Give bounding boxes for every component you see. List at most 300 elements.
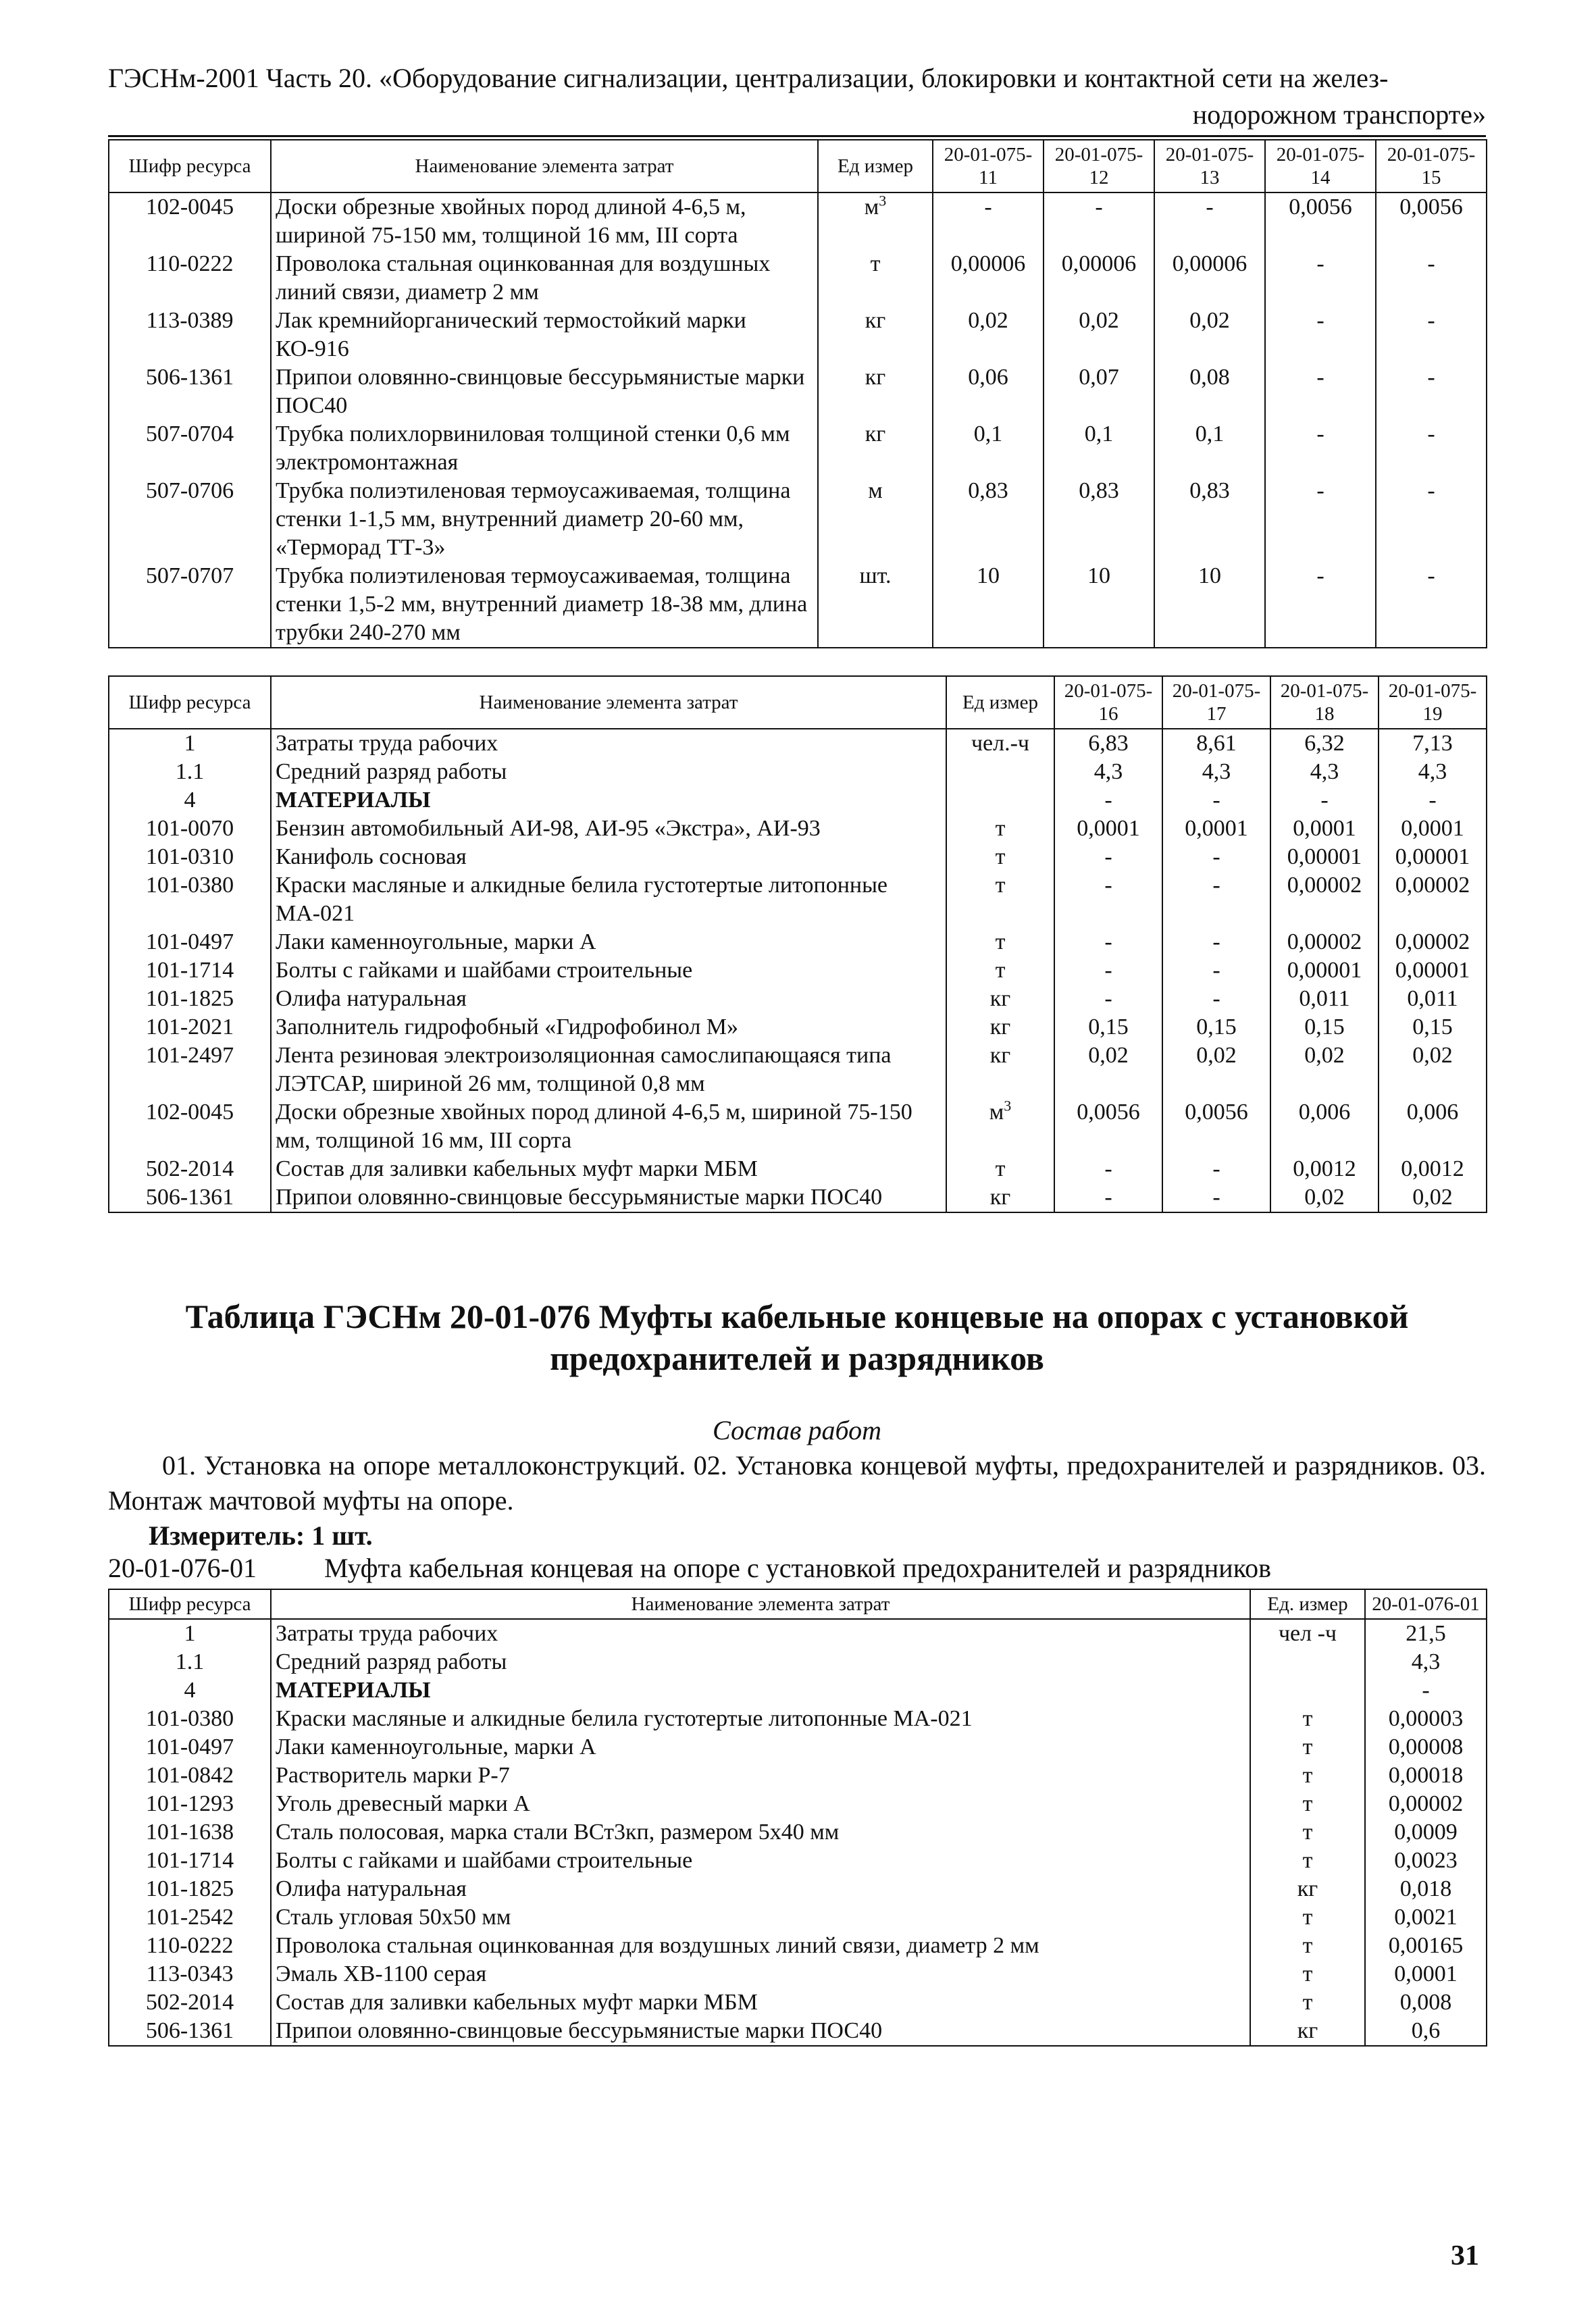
resource-unit (1250, 1875, 1365, 1903)
header-line-2: нодорожном транспорте» (1192, 99, 1486, 130)
header-rule (108, 135, 1486, 137)
norm-value: 4,3 (1365, 1648, 1487, 1676)
unit-text: т (1302, 1933, 1313, 1958)
works-subtitle: Состав работ (713, 1415, 881, 1445)
resource-name: Припои оловянно-свинцовые бессурьмянистые марки ПОС40 (271, 2017, 1250, 2046)
resource-unit (946, 956, 1054, 985)
unit-superscript: 3 (1004, 1097, 1012, 1114)
resource-name: Припои оловянно-свинцовые бессурьмянистые марки ПОС40 (271, 1183, 946, 1212)
norm-value: - (1376, 477, 1487, 562)
norm-value: 0,00008 (1365, 1733, 1487, 1762)
col-header-code: Шифр ресурса (109, 676, 271, 729)
norm-value: 10 (933, 562, 1044, 648)
table-row (109, 1790, 1487, 1818)
resource-code: 101-0497 (109, 928, 271, 956)
resource-code: 1.1 (109, 758, 271, 786)
table-row (109, 729, 1487, 758)
resource-name: Сталь угловая 50х50 мм (271, 1903, 1250, 1932)
resource-unit (1250, 1619, 1365, 1648)
norm-value: - (1054, 985, 1162, 1013)
col-header-norm: 20-01-075-18 (1270, 676, 1379, 729)
norm-value: - (1162, 871, 1270, 928)
resource-name: Состав для заливки кабельных муфт марки МБМ (271, 1988, 1250, 2017)
resource-unit (946, 1183, 1054, 1212)
header-line-1: ГЭСНм-2001 Часть 20. «Оборудование сигнализации, централизации, блокировки и контактной сети на желез- (108, 63, 1389, 93)
norm-value: - (1265, 250, 1376, 307)
table-row (109, 1960, 1487, 1988)
table-row (109, 1847, 1487, 1875)
resource-table-075-16-19 (108, 675, 1487, 1213)
unit-text: кг (989, 986, 1011, 1011)
resource-name: Затраты труда рабочих (271, 729, 946, 758)
resource-name: Болты с гайками и шайбами строительные (271, 1847, 1250, 1875)
resource-name: Лента резиновая электроизоляционная самослипающаяся типа ЛЭТСАР, шириной 26 мм, толщиной 0,8 мм (271, 1042, 946, 1098)
table-row (109, 363, 1487, 420)
resource-code: 507-0707 (109, 562, 271, 648)
unit-text: кг (989, 1043, 1011, 1068)
norm-value: 6,32 (1270, 729, 1379, 758)
unit-text: т (995, 816, 1006, 841)
resource-code: 101-0070 (109, 815, 271, 843)
norm-value: 0,006 (1270, 1098, 1379, 1155)
resource-name: Лаки каменноугольные, марки А (271, 928, 946, 956)
table-row (109, 192, 1487, 250)
resource-table-075-11-15 (108, 139, 1487, 648)
resource-unit (1250, 1903, 1365, 1932)
resource-unit (818, 363, 933, 420)
resource-code: 101-2497 (109, 1042, 271, 1098)
resource-unit (946, 1013, 1054, 1042)
norm-value: 0,00001 (1379, 956, 1487, 985)
table-row (109, 562, 1487, 648)
unit-text: т (870, 251, 881, 276)
table-row (109, 420, 1487, 477)
table-row (109, 1676, 1487, 1705)
resource-code: 502-2014 (109, 1155, 271, 1183)
norm-value: 0,0001 (1162, 815, 1270, 843)
resource-unit (1250, 1818, 1365, 1847)
unit-text: т (1302, 1734, 1313, 1759)
table-row (109, 1183, 1487, 1212)
norm-value: 0,00001 (1379, 843, 1487, 871)
resource-unit (1250, 2017, 1365, 2046)
resource-code: 506-1361 (109, 2017, 271, 2046)
resource-unit (1250, 1648, 1365, 1676)
resource-code: 101-0380 (109, 1705, 271, 1733)
resource-unit (818, 192, 933, 250)
norm-value: 0,83 (933, 477, 1044, 562)
col-header-norm: 20-01-075-12 (1044, 140, 1154, 192)
resource-name: МАТЕРИАЛЫ (271, 786, 946, 815)
resource-name: Растворитель марки Р-7 (271, 1762, 1250, 1790)
resource-unit (818, 562, 933, 648)
resource-unit (946, 1042, 1054, 1098)
norm-value: 0,00002 (1270, 871, 1379, 928)
resource-unit (1250, 1960, 1365, 1988)
resource-code: 507-0704 (109, 420, 271, 477)
norm-value: - (1265, 420, 1376, 477)
table-row (109, 477, 1487, 562)
resource-code: 101-1825 (109, 985, 271, 1013)
unit-text: кг (1297, 1876, 1318, 1901)
norm-value: 0,08 (1154, 363, 1265, 420)
unit-text: чел.-ч (971, 731, 1030, 756)
norm-value: 0,0021 (1365, 1903, 1487, 1932)
resource-name: Проволока стальная оцинкованная для воздушных линий связи, диаметр 2 мм (271, 1932, 1250, 1960)
resource-unit (818, 250, 933, 307)
norm-value: 0,6 (1365, 2017, 1487, 2046)
resource-code: 1.1 (109, 1648, 271, 1676)
norm-value: - (1270, 786, 1379, 815)
col-header-norm: 20-01-075-17 (1162, 676, 1270, 729)
resource-name: Средний разряд работы (271, 1648, 1250, 1676)
table-row (109, 928, 1487, 956)
norm-value: 0,0009 (1365, 1818, 1487, 1847)
norm-value: 0,00006 (1154, 250, 1265, 307)
norm-value: 0,0001 (1365, 1960, 1487, 1988)
table-row (109, 1042, 1487, 1098)
norm-value: 0,0056 (1376, 192, 1487, 250)
norm-value: 0,00006 (933, 250, 1044, 307)
resource-code: 1 (109, 1619, 271, 1648)
norm-value: - (1054, 871, 1162, 928)
unit-text: т (995, 873, 1006, 898)
norm-value: 0,02 (1379, 1042, 1487, 1098)
resource-unit (946, 815, 1054, 843)
norm-value: 0,00002 (1270, 928, 1379, 956)
resource-name: Трубка полиэтиленовая термоусаживаемая, толщина стенки 1-1,5 мм, внутренний диаметр 20-60 мм, «Терморад ТТ-3» (271, 477, 818, 562)
table-row (109, 1705, 1487, 1733)
unit-text: кг (865, 421, 886, 446)
norm-value: 0,06 (933, 363, 1044, 420)
norm-value: - (1054, 1183, 1162, 1212)
resource-code: 507-0706 (109, 477, 271, 562)
norm-value: 0,00003 (1365, 1705, 1487, 1733)
resource-code: 102-0045 (109, 192, 271, 250)
resource-code: 101-0497 (109, 1733, 271, 1762)
col-header-name: Наименование элемента затрат (271, 676, 946, 729)
resource-unit (818, 420, 933, 477)
table-076-title: Таблица ГЭСНм 20-01-076 Муфты кабельные концевые на опорах с установкой предохранителей и разрядников (185, 1297, 1409, 1377)
norm-value: - (1365, 1676, 1487, 1705)
col-header-norm: 20-01-075-15 (1376, 140, 1487, 192)
unit-text: чел -ч (1278, 1621, 1337, 1646)
table-row (109, 815, 1487, 843)
norm-value: - (1265, 562, 1376, 648)
unit-text: т (1302, 1820, 1313, 1845)
resource-name: Заполнитель гидрофобный «Гидрофобинол М» (271, 1013, 946, 1042)
resource-code: 101-2021 (109, 1013, 271, 1042)
table-row (109, 1762, 1487, 1790)
unit-text: т (1302, 1961, 1313, 1986)
norm-value: - (1162, 985, 1270, 1013)
resource-name: МАТЕРИАЛЫ (271, 1676, 1250, 1705)
norm-value: 0,83 (1154, 477, 1265, 562)
resource-unit (946, 843, 1054, 871)
norm-value: - (1376, 420, 1487, 477)
resource-table-076-01 (108, 1589, 1487, 2047)
resource-unit (1250, 1733, 1365, 1762)
table-row (109, 1155, 1487, 1183)
resource-unit (1250, 1676, 1365, 1705)
resource-name: Бензин автомобильный АИ-98, АИ-95 «Экстра», АИ-93 (271, 815, 946, 843)
resource-code: 101-1638 (109, 1818, 271, 1847)
norm-value: - (1265, 363, 1376, 420)
resource-unit (818, 307, 933, 363)
norm-line (108, 1552, 1271, 1585)
norm-value: 0,011 (1379, 985, 1487, 1013)
works-composition: 01. Установка на опоре металлоконструкций. 02. Установка концевой муфты, предохранителей и разрядников. 03. Монтаж мачтовой муфты на опоре. (108, 1450, 1486, 1516)
resource-code: 110-0222 (109, 1932, 271, 1960)
norm-value: 0,006 (1379, 1098, 1487, 1155)
col-header-norm: 20-01-075-16 (1054, 676, 1162, 729)
norm-value: 0,00002 (1365, 1790, 1487, 1818)
col-header-norm: 20-01-075-14 (1265, 140, 1376, 192)
col-header-name: Наименование элемента затрат (271, 140, 818, 192)
unit-text: т (995, 958, 1006, 983)
norm-value: 4,3 (1379, 758, 1487, 786)
resource-name: Трубка полиэтиленовая термоусаживаемая, толщина стенки 1,5-2 мм, внутренний диаметр 18-38 мм, длина трубки 240-270 мм (271, 562, 818, 648)
resource-name: Средний разряд работы (271, 758, 946, 786)
resource-code: 4 (109, 1676, 271, 1705)
unit-text: кг (865, 365, 886, 390)
table-row (109, 1619, 1487, 1648)
norm-value: 0,02 (1270, 1183, 1379, 1212)
col-header-unit: Ед измер (946, 676, 1054, 729)
table-row (109, 1733, 1487, 1762)
norm-value: 0,0023 (1365, 1847, 1487, 1875)
resource-unit (1250, 1988, 1365, 2017)
resource-unit (1250, 1790, 1365, 1818)
resource-code: 101-1714 (109, 1847, 271, 1875)
norm-value: - (1154, 192, 1265, 250)
resource-code: 101-1714 (109, 956, 271, 985)
resource-name: Олифа натуральная (271, 985, 946, 1013)
resource-code: 113-0343 (109, 1960, 271, 1988)
norm-value: - (1162, 786, 1270, 815)
norm-value: 0,07 (1044, 363, 1154, 420)
table-row (109, 758, 1487, 786)
norm-value: 0,0001 (1054, 815, 1162, 843)
norm-value: - (1376, 250, 1487, 307)
norm-value: 0,0056 (1265, 192, 1376, 250)
resource-name: Болты с гайками и шайбами строительные (271, 956, 946, 985)
resource-code: 1 (109, 729, 271, 758)
resource-name: Затраты труда рабочих (271, 1619, 1250, 1648)
norm-value: 0,15 (1054, 1013, 1162, 1042)
unit-text: т (995, 844, 1006, 869)
col-header-norm: 20-01-075-11 (933, 140, 1044, 192)
resource-unit (946, 1098, 1054, 1155)
norm-value: 0,1 (1044, 420, 1154, 477)
norm-value: - (1162, 956, 1270, 985)
resource-unit (1250, 1932, 1365, 1960)
resource-name: Доски обрезные хвойных пород длиной 4-6,5 м, шириной 75-150 мм, толщиной 16 мм, III сорта (271, 192, 818, 250)
table-row (109, 1875, 1487, 1903)
norm-value: - (1162, 1155, 1270, 1183)
header-row (109, 140, 1487, 192)
unit-text: кг (865, 308, 886, 333)
norm-value: - (1054, 843, 1162, 871)
col-header-unit: Ед. измер (1250, 1589, 1365, 1619)
resource-unit (818, 477, 933, 562)
unit-text: м (868, 478, 883, 503)
norm-value: - (933, 192, 1044, 250)
header-row (109, 1589, 1487, 1619)
norm-value: - (1376, 307, 1487, 363)
resource-code: 101-0310 (109, 843, 271, 871)
norm-code: 20-01-076-01 (108, 1553, 257, 1583)
resource-name: Эмаль ХВ-1100 серая (271, 1960, 1250, 1988)
resource-code: 101-0380 (109, 871, 271, 928)
norm-value: 0,02 (933, 307, 1044, 363)
resource-name: Уголь древесный марки А (271, 1790, 1250, 1818)
norm-value: 4,3 (1054, 758, 1162, 786)
norm-value: 7,13 (1379, 729, 1487, 758)
resource-code: 101-1293 (109, 1790, 271, 1818)
norm-value: 10 (1154, 562, 1265, 648)
resource-unit (946, 758, 1054, 786)
table-row (109, 1648, 1487, 1676)
norm-value: 0,83 (1044, 477, 1154, 562)
norm-value: 0,0012 (1379, 1155, 1487, 1183)
norm-value: 0,00165 (1365, 1932, 1487, 1960)
norm-value: - (1054, 956, 1162, 985)
unit-text: кг (989, 1185, 1011, 1210)
col-header-code: Шифр ресурса (109, 1589, 271, 1619)
table-row (109, 871, 1487, 928)
resource-code: 502-2014 (109, 1988, 271, 2017)
resource-code: 102-0045 (109, 1098, 271, 1155)
table-row (109, 843, 1487, 871)
resource-name: Канифоль сосновая (271, 843, 946, 871)
resource-code: 4 (109, 786, 271, 815)
norm-value: 0,1 (1154, 420, 1265, 477)
resource-code: 113-0389 (109, 307, 271, 363)
unit-text: шт. (859, 563, 892, 588)
norm-value: - (1054, 1155, 1162, 1183)
col-header-code: Шифр ресурса (109, 140, 271, 192)
resource-name: Лаки каменноугольные, марки А (271, 1733, 1250, 1762)
resource-unit (1250, 1847, 1365, 1875)
resource-code: 506-1361 (109, 1183, 271, 1212)
resource-name: Припои оловянно-свинцовые бессурьмянистые марки ПОС40 (271, 363, 818, 420)
table-row (109, 1013, 1487, 1042)
resource-code: 101-2542 (109, 1903, 271, 1932)
unit-text: т (1302, 1763, 1313, 1788)
norm-value: - (1265, 477, 1376, 562)
norm-value: 0,008 (1365, 1988, 1487, 2017)
unit-text: м (989, 1100, 1004, 1125)
norm-value: 10 (1044, 562, 1154, 648)
norm-value: 0,018 (1365, 1875, 1487, 1903)
norm-value: - (1054, 928, 1162, 956)
resource-name: Лак кремнийорганический термостойкий марки КО-916 (271, 307, 818, 363)
norm-value: 0,00002 (1379, 928, 1487, 956)
unit-text: т (1302, 1706, 1313, 1731)
resource-unit (946, 871, 1054, 928)
norm-value: 0,15 (1270, 1013, 1379, 1042)
norm-value: 0,02 (1162, 1042, 1270, 1098)
table-row (109, 1818, 1487, 1847)
norm-value: 0,0012 (1270, 1155, 1379, 1183)
resource-name: Краски масляные и алкидные белила густотертые литопонные МА-021 (271, 871, 946, 928)
resource-unit (946, 786, 1054, 815)
norm-value: 0,02 (1154, 307, 1265, 363)
resource-name: Состав для заливки кабельных муфт марки МБМ (271, 1155, 946, 1183)
norm-value: - (1054, 786, 1162, 815)
norm-value: 4,3 (1162, 758, 1270, 786)
table-row (109, 250, 1487, 307)
resource-name: Проволока стальная оцинкованная для воздушных линий связи, диаметр 2 мм (271, 250, 818, 307)
norm-name: Муфта кабельная концевая на опоре с установкой предохранителей и разрядников (324, 1553, 1271, 1583)
resource-code: 110-0222 (109, 250, 271, 307)
norm-value: 8,61 (1162, 729, 1270, 758)
norm-value: - (1376, 363, 1487, 420)
resource-code: 506-1361 (109, 363, 271, 420)
resource-code: 101-0842 (109, 1762, 271, 1790)
col-header-norm: 20-01-075-19 (1379, 676, 1487, 729)
resource-name: Сталь полосовая, марка стали ВСт3кп, размером 5х40 мм (271, 1818, 1250, 1847)
norm-value: - (1162, 928, 1270, 956)
unit-superscript: 3 (879, 192, 887, 209)
table-row (109, 1932, 1487, 1960)
norm-value: 0,02 (1270, 1042, 1379, 1098)
page-number: 31 (1451, 2240, 1479, 2271)
resource-name: Доски обрезные хвойных пород длиной 4-6,5 м, шириной 75-150 мм, толщиной 16 мм, III сорта (271, 1098, 946, 1155)
norm-value: - (1376, 562, 1487, 648)
norm-value: 0,02 (1054, 1042, 1162, 1098)
norm-value: - (1162, 1183, 1270, 1212)
norm-value: 0,02 (1044, 307, 1154, 363)
resource-name: Краски масляные и алкидные белила густотертые литопонные МА-021 (271, 1705, 1250, 1733)
norm-value: 0,011 (1270, 985, 1379, 1013)
unit-text: т (1302, 1791, 1313, 1816)
table-row (109, 1988, 1487, 2017)
norm-value: 6,83 (1054, 729, 1162, 758)
resource-name: Трубка полихлорвиниловая толщиной стенки 0,6 мм электромонтажная (271, 420, 818, 477)
unit-text: т (1302, 1990, 1313, 2015)
norm-value: 4,3 (1270, 758, 1379, 786)
table-row (109, 786, 1487, 815)
col-header-norm: 20-01-075-13 (1154, 140, 1265, 192)
norm-value: 0,02 (1379, 1183, 1487, 1212)
norm-value: 0,0001 (1379, 815, 1487, 843)
norm-value: - (1162, 843, 1270, 871)
col-header-norm: 20-01-076-01 (1365, 1589, 1487, 1619)
norm-value: 0,00018 (1365, 1762, 1487, 1790)
norm-value: 0,15 (1379, 1013, 1487, 1042)
table-row (109, 1098, 1487, 1155)
unit-text: т (995, 1156, 1006, 1181)
norm-value: 0,0056 (1054, 1098, 1162, 1155)
measure-unit: Измеритель: 1 шт. (149, 1520, 373, 1551)
resource-unit (1250, 1762, 1365, 1790)
norm-value: 0,00001 (1270, 956, 1379, 985)
norm-value: 0,00006 (1044, 250, 1154, 307)
norm-value: - (1044, 192, 1154, 250)
header-row (109, 676, 1487, 729)
resource-unit (946, 985, 1054, 1013)
unit-text: м (864, 195, 879, 220)
unit-text: кг (989, 1014, 1011, 1039)
col-header-unit: Ед измер (818, 140, 933, 192)
unit-text: кг (1297, 2018, 1318, 2043)
table-row (109, 307, 1487, 363)
norm-value: 0,0056 (1162, 1098, 1270, 1155)
table-row (109, 2017, 1487, 2046)
unit-text: т (1302, 1848, 1313, 1873)
